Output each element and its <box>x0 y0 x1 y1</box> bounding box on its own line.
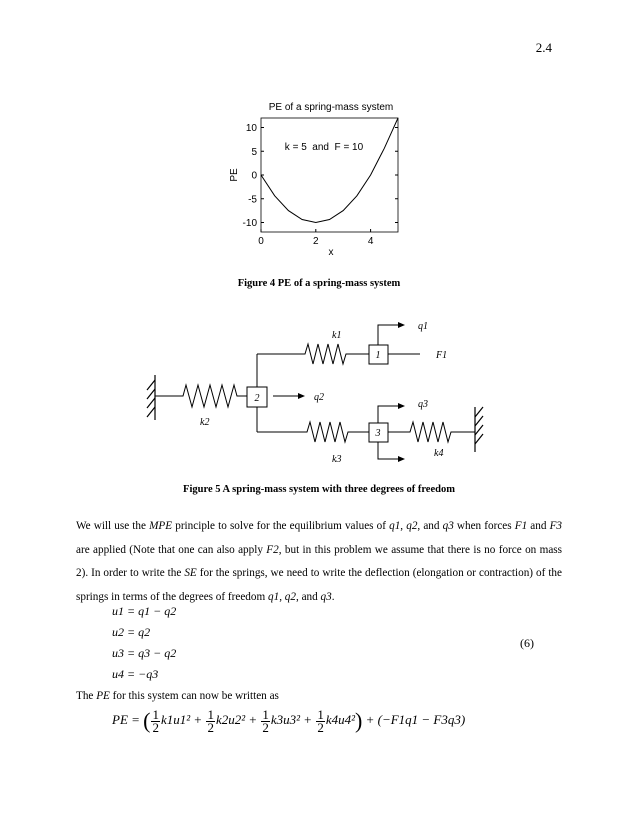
q2-label: q2 <box>314 392 324 403</box>
q1-arrow <box>378 325 401 345</box>
y-tick-label: 0 <box>251 170 257 182</box>
half-2: $\frac{1}{2}$ <box>207 706 214 735</box>
q3-arrowhead <box>398 403 405 409</box>
k1-label: k1 <box>332 330 342 341</box>
x-tick-label: 2 <box>313 236 319 247</box>
pe-chart <box>220 96 420 266</box>
q2-arrowhead <box>298 393 305 399</box>
y-axis-label: PE <box>229 168 240 182</box>
equation-u4: u4 = −q3 <box>112 667 159 681</box>
spring-k1 <box>257 344 369 364</box>
half-3: $\frac{1}{2}$ <box>262 706 269 735</box>
equation-u3: u3 = q3 − q2 <box>112 646 177 660</box>
f1-label: F1 <box>436 350 448 361</box>
mass-1-label: 1 <box>375 350 381 361</box>
x-tick-label: 4 <box>367 236 374 247</box>
equation-u2: u2 = q2 <box>112 625 151 639</box>
spring-k3 <box>257 422 369 442</box>
chart-annotation: k = 5 and F = 10 <box>284 142 364 153</box>
y-axis-ticks <box>243 123 398 229</box>
y-tick-label: 5 <box>251 146 257 158</box>
f3-arrow <box>378 442 401 459</box>
x-tick-label: 0 <box>258 236 264 247</box>
half-1: $\frac{1}{2}$ <box>152 706 159 735</box>
left-wall <box>147 375 155 420</box>
equation-u1: u1 = q1 − q2 <box>112 604 177 618</box>
paragraph-pe: The PE for this system can now be written as <box>76 690 279 702</box>
chart-title: PE of a spring-mass system <box>268 102 394 113</box>
k4-label: k4 <box>434 448 444 459</box>
mass-3-label: 3 <box>375 428 381 439</box>
x-axis-label: x <box>328 247 334 258</box>
right-wall <box>475 407 483 452</box>
pe-equation: PE = ( $\frac{1}{2}$ k1u1² + $\frac{1}{2}$ k2u2² + $\frac{1}{2}$ k3u3² + $\frac{1}{2}$ k4u4²) + (−F1q1 − F3q3) <box>112 706 466 735</box>
plot-frame <box>261 118 398 232</box>
half-4: $\frac{1}{2}$ <box>317 706 324 735</box>
q1-label: q1 <box>418 321 428 332</box>
spring-k2 <box>155 385 247 407</box>
spring-mass-diagram <box>0 310 638 470</box>
y-tick-label: 10 <box>245 123 257 134</box>
k3-label: k3 <box>332 454 342 465</box>
figure4-caption: Figure 4 PE of a spring-mass system <box>237 278 401 289</box>
figure5-caption: Figure 5 A spring-mass system with three degrees of freedom <box>183 484 455 495</box>
y-tick-label: -10 <box>242 218 257 229</box>
y-tick-label: -5 <box>248 194 257 206</box>
mass-2-label: 2 <box>254 393 260 404</box>
q3-arrow <box>378 406 401 423</box>
paragraph-mpe: We will use the MPE principle to solve for the equilibrium values of q1, q2, and q3 when forces F1 and F3 are applied (Note that one can also apply F2, but in this problem we assume that there is no force on mass 2). In order to write the SE for the springs, we need to write the deflection (elongation or contraction) of the springs in terms of the degrees of freedom q1, q2, and q3. <box>76 520 563 603</box>
q3-label: q3 <box>418 399 428 410</box>
q1-arrowhead <box>398 322 405 328</box>
f3-arrowhead <box>398 456 405 462</box>
spring-k4 <box>388 422 475 442</box>
k2-label: k2 <box>200 417 210 428</box>
pe-series-line <box>261 118 398 223</box>
equation-number: (6) <box>520 636 534 650</box>
page-number: 2.4 <box>535 40 552 55</box>
